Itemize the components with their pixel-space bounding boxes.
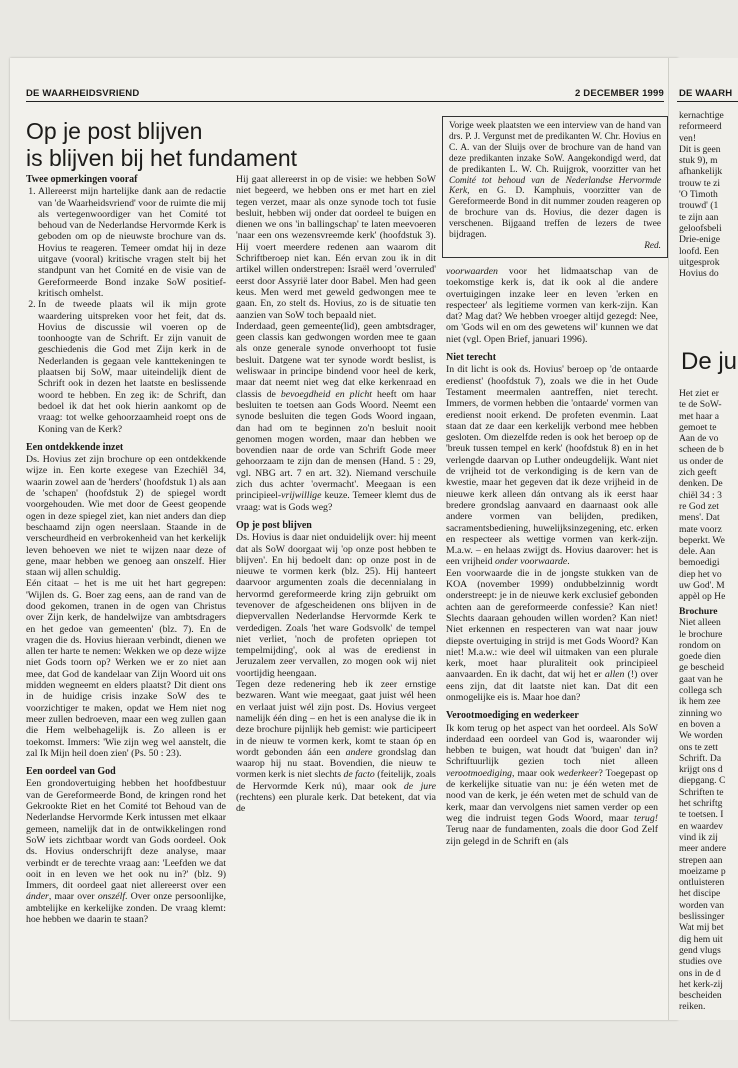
next-page-line: afhankelijk (679, 166, 723, 178)
column-1 (26, 174, 226, 925)
numbered-list (26, 186, 226, 435)
next-page-line: Het ziet er (679, 388, 719, 399)
text-run: (rechtens) een plurale kerk. Dat betekent, dat via de (236, 792, 436, 815)
emphasis: onder voorwaarde (494, 556, 568, 568)
text-run: Tegen deze redenering heb ik zeer ernstige bezwaren. Want wie meegaat, gaat juist wél heen en verlaat juist wél zijn post. Ds. Hovius vergeet namelijk één ding – en het is een analyse die ik in deze brochure pijnlijk heb gemist: wie participeert in de nieuw te vormen kerk, komt te staan óp en wordt gebonden áán een (236, 679, 436, 758)
text-run: , maar over (48, 891, 98, 903)
next-page-line: denken. De (679, 478, 723, 490)
next-page-line: beperkt. We (679, 534, 725, 546)
next-page-line: reiken. (679, 1001, 706, 1013)
next-page-line: rondom on (679, 639, 721, 651)
box-emphasis: Comité tot behoud van de Nederlandse Hervormde Kerk (449, 175, 661, 197)
next-page-line: vind ik zij (679, 831, 718, 843)
text-run: Ik kom terug op het aspect van het oordeel. Als SoW inderdaad een oordeel van God is, waaronder wij hebben te buigen, wat houdt dat 'buigen' dan in? Schriftuurlijk gezien toch niet alleen (446, 722, 658, 768)
publication-date: 2 DECEMBER 1999 (574, 88, 664, 99)
next-page-line: worden van (679, 899, 725, 911)
paragraph: Hij gaat allereerst in op de visie: we hebben SoW niet begeerd, we hebben ons er met hart en ziel tegen verzet, maar als onze synode toch tot fusie besluit, hebben wij onder dat oordeel te buigen en dienen we ons 'in ballingschap' te laten meevoeren 'naar een ons wezensvreemde kerk' (hoofdstuk 3). Hij voert meerdere redenen aan waarom dit Schriftberoep niet kan. Eén ervan zou ik in dit artikel willen onderstrepen: Israël werd 'overruled' eerst door Assyrië later door Babel. Men had geen keus. Men werd met geweld gedwongen mee te gaan. En, zo stelt ds. Hovius, zo is de situatie ten aanzien van SoW toch bepaald niet. (236, 174, 436, 321)
next-page-line: gemoet te (679, 421, 717, 433)
text-run: keuze. Temeer klemt dus de vraag: wat is Gods weg? (236, 490, 436, 513)
next-page-line: moeizame p (679, 865, 726, 877)
next-page-line: dele. Aan (679, 546, 716, 558)
next-page-line: bemoedigi (679, 557, 720, 569)
paragraph (446, 266, 658, 345)
next-page-line: Aan de vo (679, 433, 719, 445)
emphasis: andere (345, 746, 373, 758)
next-page-line: gend vlugs (679, 944, 721, 956)
paragraph (446, 364, 658, 567)
next-page-line: stuk 9), m (679, 155, 718, 167)
next-page-line: te toetsen. I (679, 809, 724, 821)
next-page-line: trouw te zi (679, 177, 721, 189)
publication-name: DE WAARHEIDSVRIEND (26, 88, 140, 99)
header-rule (26, 101, 664, 102)
next-page-line: mens'. Dat (679, 512, 720, 524)
next-page-line: trouwd' (1 (679, 200, 719, 212)
text-run: grondslag dan waarop hij nu staat. Bovendien, die nieuw te vormen kerk is niet slechts (236, 746, 436, 781)
next-page-line: scheen de b (679, 444, 724, 456)
next-page-line: Schrift. Da (679, 752, 722, 764)
next-page-line: collega sch (679, 685, 722, 697)
next-page-line: dig hem uit (679, 933, 723, 945)
paragraph: Ds. Hovius zet zijn brochure op een ontdekkende wijze in. Een korte exegese van Ezechiël 34, waarin zowel aan de 'herders' (hoofdstuk 1) als aan de 'schapen' (hoofdstuk 2) de spiegel wordt voorgehouden. Wie met door de Geest geopende ogen in deze spiegel ziet, kan niet anders dan diep beschaamd zijn ogen neerslaan. Staande in de verscheurdheid en verbrokenheid van het kerkelijk leven behoeven we niet te wijzen naar deze of gene, maar hebben we genoeg aan onszelf. Hier staan wij allen schuldig. (26, 454, 226, 579)
emphasis: wederkeer (557, 767, 599, 779)
emphasis: vrijwillige (281, 490, 322, 502)
section-heading: Een ontdekkende inzet (26, 441, 124, 453)
emphasis: onszélf (97, 891, 126, 903)
next-page-line: bescheiden (679, 990, 722, 1002)
box-text: Vorige week plaatsten we een interview van de hand van drs. P. J. Vergunst met de predikanten W. Chr. Hovius en C. A. van der Sluijs over de brochure van de hand van deze predikanten inzake SoW. Aangekondigd werd, dat de predikanten L. W. Ch. Ruijgrok, voorzitter van het (449, 121, 661, 175)
next-page-line: kernachtige (679, 110, 724, 121)
next-page-line: diep het vo (679, 568, 722, 580)
list-item: 1. Allereerst mijn hartelijke dank aan de redactie van 'de Waarheidsvriend' voor de ruimte die mij als vertegenwoordiger van het Comité tot behoud van de Nederlandse Hervormde Kerk is geboden om op de nieuwste brochure van ds. Hovius te reageren. Temeer omdat hij in deze uitgave (vooral) kritische vragen stelt bij het standpunt van het Comité en de visie van de Gereformeerde Bond inzake SoW positief-kritisch omhelst. (38, 186, 226, 299)
emphasis: verootmoediging (446, 767, 513, 779)
text-run: voor het lidmaatschap van de toekomstige kerk is, dat ik ook al die andere overtuigingen inzake leer en leven 'erken en respecteer' als legitieme vormen van kerk-zijn. Kan dat? Mag dat? We hebben vroeger altijd gezegd: Nee, om 'Gods wil en om des gewetens wil' kunnen we dat niet (vgl. Open Brief, januari 1996). (446, 266, 658, 345)
next-page-line: te de SoW- (679, 399, 722, 411)
text-run: heeft om haar besluiten te toetsen aan Gods Woord. Neemt een synode besluiten die tegen Gods Woord ingaan, dan had om te beginnen zo'n besluit nooit genomen mogen worden, maar dan hebben we bovendien naar de orde van Schrift Gode meer gehoorzaam te zijn dan de mensen (Hand. 5 : 29, vgl. NBG art. 7 en art. 32). Niemand verschuile zich dus achter 'overmacht'. Meegaan is een principieel- (236, 388, 436, 502)
paragraph (446, 723, 658, 847)
section-heading: Verootmoediging en wederkeer (446, 710, 579, 722)
next-page-line: Wat mij bet (679, 922, 724, 934)
box-text: , en G. D. Kamphuis, voorzitter van de Gereformeerde Bond in dit nummer zouden reageren op de brochure van ds. Hovius, die dezer dagen is verschenen. Bijgaand treffen de lezers de twee bijdragen. (449, 186, 661, 241)
text-run: . Over onze persoonlijke, ambtelijke en kerkelijke zonden. De vraag klemt: hoe hebben we daarin te staan? (26, 891, 226, 925)
next-page-line: Drie-enige (679, 234, 721, 246)
section-heading: Twee opmerkingen vooraf (26, 174, 138, 185)
next-page-line: gaat van he (679, 673, 723, 685)
next-page-line: ge bescheid (679, 662, 725, 674)
next-page-line: en boven a (679, 718, 721, 730)
newspaper-page (10, 58, 678, 1020)
text-run: In dit licht is ook ds. Hovius' beroep op 'de ontaarde eredienst' (hoofdstuk 7), zoals we die in het Oude Testament meermalen aantreffen, niet terecht. Immers, de vormen hebben die 'ontaarde' vormen van eredienst nooit erkend. De profeten evenmin. Laat staan dat ze daar een kerkelijk verbond mee hebben gesloten. Om diezelfde reden is ook het beroep op de 'breuk tussen tempel en kerk' (hoofdstuk 8) en in het verlengde daarvan op Luther ondeugdelijk. Want niet de vrijheid tot de verkondiging is de kern van de kwestie, maar het gegeven dat ik deze vrijheid in de nieuwe kerk alleen dán ontvang als ik eerst haar bredere grondslag aanvaard en daarnaast ook alle andere vormen van belijden, prediken, sacramentsbediening, huwelijksinzegening, etc. erken en respecteer als wettige vormen van kerk-zijn. M.a.w. – en helaas zwijgt ds. Hovius daarover: het is een vrijheid (446, 364, 658, 568)
next-page-line: geloofsbeli (679, 222, 722, 234)
section-heading: Op je post blijven (236, 519, 312, 531)
next-page-line: reformeerd (679, 121, 722, 133)
emphasis: allen (604, 669, 625, 681)
emphasis: bevoegdheid en plicht (280, 388, 372, 400)
editorial-signature: Red. (644, 240, 661, 251)
next-page-line: us onder de (679, 455, 724, 467)
next-page-line: 'O Timoth (679, 189, 718, 201)
column-2 (236, 174, 436, 815)
next-page-line: krijgt ons d (679, 764, 723, 776)
next-page-line: ons te zett (679, 741, 718, 753)
paragraph (26, 778, 226, 925)
next-page-line: uw God'. M (679, 580, 725, 592)
title-line-1: Op je post blijven (26, 118, 203, 144)
next-page-line: met haar a (679, 410, 719, 422)
next-page-line: het schriftg (679, 798, 723, 810)
emphasis: de facto (343, 769, 375, 781)
next-page-line: mate voorz (679, 523, 722, 535)
text-run: ? Toegepast op de kerkelijke situatie van nu: je één weten met de nood van de kerk, je één weten met de schuld van de kerk, maar dan vervolgens niet samen verder op een weg die indruist tegen Gods Woord, maar (446, 767, 658, 824)
text-run: (!) over eens zijn, dat dit laatste niet kan. Dat dit een onmogelijke eis is. Maar hoe dan? (446, 669, 658, 703)
column-3 (446, 266, 658, 847)
list-item: 2. In de tweede plaats wil ik mijn grote waardering uitspreken voor het feit, dat ds. Hovius de discussie wil voeren op de toonhoogte van de Schrift. Er zijn vanuit de geschiedenis die God met Zijn kerk in de Nederlanden is gegaan vele kanttekeningen te plaatsen bij SoW, maar uiteindelijk dient de Schrift ook in dezen het laatste en beslissende woord te hebben. En zeg ik: de Schrift, dan bedoel ik dat het ook hierin aankomt op de vraag: tot welke gehoorzaamheid roept ons de Koning van de Kerk? (38, 299, 226, 435)
next-page-line: uitgesprok (679, 256, 720, 268)
next-page-line: en waardev (679, 820, 723, 832)
next-page-line: Schriften te (679, 786, 724, 798)
text-run: Een voorwaarde die in de jongste stukken van de KOA (november 1999) ondubbelzinnig wordt onderstreept: je in de nieuwe kerk exclusief gebonden achten aan de gereformeerde confessie? Kan niet! Slechts daaraan gehouden willen worden? Kan niet! Niet erkennen en respecteren van wat naar jouw diepste overtuiging in strijd is met Gods Woord? Kan niet! M.a.w.: wie deel wil uitmaken van een plurale kerk, moet haar pluraliteit ook principieel aanvaarden. En ik dacht, dat wij het er (446, 567, 658, 681)
next-page-lines-bottom-body (679, 617, 738, 1012)
next-page-line: ik hem zee (679, 696, 721, 708)
text-run: Een grondovertuiging hebben het hoofdbestuur van de Gereformeerde Bond, de kringen rond het Gekrookte Riet en het Comité tot Behoud van de Nederlandse Hervormde Kerk intussen met elkaar gemeen, namelijk dat in de ontwikkelingen rond SoW iets zichtbaar wordt van Gods oordeel. Ook ds. Hovius onderschrijft deze analyse, maar verbindt er de terechte vraag aan: 'Leefden we dat ooit in en leven we het ook nu in?' (blz. 9) Immers, dit oordeel gaat niet allereerst over een (26, 778, 226, 892)
next-page-line: beslissinger (679, 911, 725, 923)
section-heading: Niet terecht (446, 352, 497, 364)
next-page-fragment (668, 58, 738, 1020)
paragraph: Eén citaat – het is me uit het hart gegrepen: 'Wijlen ds. G. Boer zag eens, aan de rand van de dood gekomen, tranen in de ogen van Christus over Zijn kerk, de handelwijze van ambtsdragers en het gedoe van gemeenten' (blz. 7). En de vragen die ds. Hovius hieraan verbindt, dienen we allen ter harte te nemen: Wekken we op deze wijze niet Gods toorn op? Werken we er zo niet aan mee, dat God de kandelaar van Zijn Woord uit ons midden wegneemt en elders plaatst? Dit dient ons in de huidige crisis inzake SoW des te voorzichtiger te maken, opdat we Hem niet nog meer zullen bedroeven, maar een weg zullen gaan die Hem welbehagelijk is. Zo alleen is er toekomst. Immers: 'Wie zijn weg wel aanstelt, die zal Ik Mijn heil doen zien' (Ps. 50 : 23). (26, 578, 226, 759)
next-page-line: het kerk-zij (679, 978, 723, 990)
next-page-line: diepgang. C (679, 775, 726, 787)
next-page-line: Hovius do (679, 268, 719, 280)
editorial-note-box (442, 116, 668, 258)
text-run: Inderdaad, geen gemeente(lid), geen ambtsdrager, geen classis kan gedwongen worden mee te gaan als onze generale synode onverhoopt tot fusie besluit. Datgene wat ter synode wordt beslist, is weliswaar in principe bindend voor heel de kerk, maar dat neemt niet weg dat elke kerkenraad en classis de (236, 320, 436, 400)
text-run: . (567, 556, 570, 568)
paragraph (446, 568, 658, 704)
next-page-rule (677, 101, 738, 102)
emphasis: de jure (403, 780, 436, 792)
next-page-publication: DE WAARH (679, 88, 733, 99)
paragraph (236, 679, 436, 815)
emphasis: voorwaarden (446, 266, 498, 277)
paragraph: Ds. Hovius is daar niet onduidelijk over: hij meent dat als SoW doorgaat wij 'op onze post hebben te blijven'. En hij bedoelt dan: op onze post in de nieuwe te vormen kerk (blz. 25). Hij hanteert daarvoor argumenten zoals die decennialang in hervormd gereformeerde kring zijn gebruikt om tevenover de afgescheidenen ons blijven in de diepvervallen Nederlandse Hervormde Kerk te verdedigen. Zoals 'het ware Godsvolk' de tempel niet verliet, 'noch de profeten opriepen tot tempelmijding', ook al was de eredienst in Jeruzalem zeer vervallen, zo mogen ook wij niet voortijdig heengaan. (236, 532, 436, 679)
title-line-2: is blijven bij het fundament (26, 145, 298, 171)
next-page-line: appèl op He (679, 591, 726, 603)
next-page-line: loofd. Een (679, 245, 719, 257)
next-page-line: Niet alleen (679, 617, 721, 629)
next-page-line: ontluisteren (679, 877, 725, 889)
next-page-lines-bottom (679, 606, 738, 1013)
next-page-line: ven! (679, 132, 697, 144)
next-page-title: De ju (681, 348, 738, 375)
section-heading: Een oordeel van God (26, 766, 116, 778)
next-page-line: We worden (679, 730, 723, 742)
next-page-lines-mid (679, 388, 738, 603)
text-run: (feitelijk, zoals de Hervormde Kerk nú), maar ook (236, 769, 436, 792)
next-page-line: goede dien (679, 651, 721, 663)
next-page-line: chiël 34 : 3 (679, 489, 722, 501)
paragraph (236, 321, 436, 513)
next-page-heading: Brochure (679, 606, 718, 617)
text-run: Terug naar de fundamenten, zoals die door God Zelf zijn gelegd in de Schrift en (als (446, 824, 658, 847)
next-page-lines-top (679, 110, 738, 279)
next-page-line: zinning wo (679, 707, 722, 719)
next-page-line: strepen aan (679, 854, 723, 866)
next-page-line: re God zet (679, 500, 719, 512)
next-page-line: studies ove (679, 956, 722, 968)
text-run: , maar ook (512, 767, 558, 779)
next-page-line: te zijn aan (679, 211, 719, 223)
next-page-line: het discipe (679, 888, 721, 900)
emphasis: ánder (26, 891, 49, 903)
article-title (26, 118, 386, 172)
next-page-line: le brochure (679, 628, 723, 640)
next-page-line: Dit is geen (679, 143, 721, 155)
next-page-line: meer andere (679, 843, 727, 855)
next-page-line: ons in de d (679, 967, 721, 979)
next-page-line: zich geeft (679, 467, 717, 479)
emphasis: terug! (634, 812, 658, 824)
